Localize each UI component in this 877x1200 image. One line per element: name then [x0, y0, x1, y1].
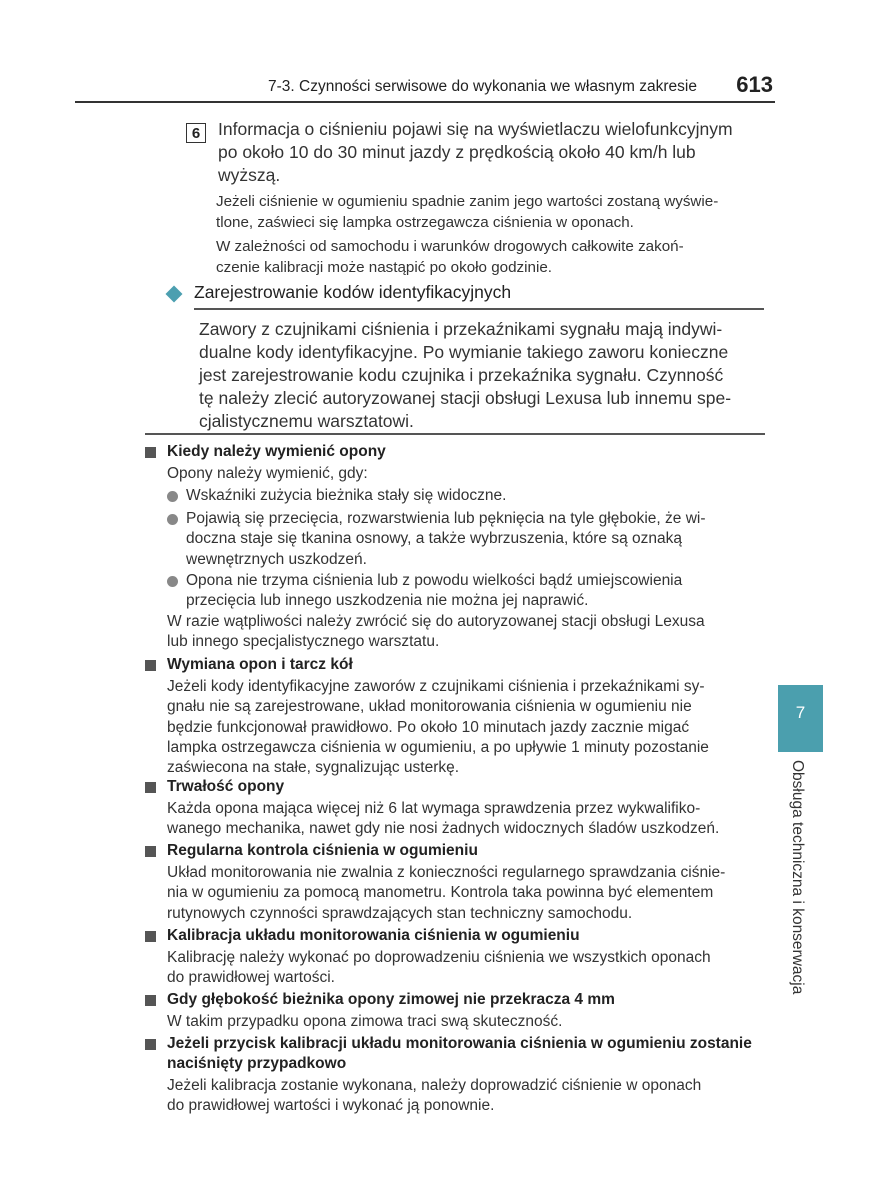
text-line: gnału nie są zarejestrowane, układ monitorowania ciśnienia w ogumieniu nie: [167, 698, 692, 716]
section-title: Zarejestrowanie kodów identyfikacyjnych: [194, 282, 512, 302]
text-line: do prawidłowej wartości i wykonać ją ponownie.: [167, 1097, 495, 1115]
step-6-line: Informacja o ciśnieniu pojawi się na wyświetlaczu wielofunkcyjnym: [218, 119, 733, 139]
text-line: W razie wątpliwości należy zwrócić się do autoryzowanej stacji obsługi Lexusa: [167, 613, 705, 630]
title-line: Jeżeli przycisk kalibracji układu monitorowania ciśnienia w ogumieniu zostanie: [167, 1035, 752, 1052]
circle-bullet-icon: [167, 576, 178, 587]
text-line: Każda opona mająca więcej niż 6 lat wymaga sprawdzenia przez wykwalifiko-: [167, 800, 701, 817]
replace-outro: [167, 612, 764, 653]
chapter-title: 7-3. Czynności serwisowe do wykonania we własnym zakresie: [267, 78, 697, 95]
bullet-line: przecięcia lub innego uszkodzenia nie można jej naprawić.: [186, 592, 589, 610]
check-text: [167, 863, 764, 924]
section-divider: [145, 433, 765, 435]
item-title: Kiedy należy wymienić opony: [167, 443, 386, 460]
text-line: do prawidłowej wartości.: [167, 969, 335, 987]
text-line: Jeżeli kody identyfikacyjne zaworów z czujnikami ciśnienia i przekaźnikami sy-: [167, 678, 705, 695]
item-title: Trwałość opony: [167, 778, 285, 795]
text-line: lub innego specjalistycznego warsztatu.: [167, 633, 440, 651]
durability-text: [167, 799, 764, 840]
note-line: tlone, zaświeci się lampka ostrzegawcza ciśnienia w oponach.: [216, 213, 634, 231]
step-6-line: wyższą.: [218, 165, 281, 185]
item-title: [167, 1034, 767, 1074]
text-line: wanego mechanika, nawet gdy nie nosi żadnych widocznych śladów uszkodzeń.: [167, 820, 720, 838]
step-6-text: [218, 118, 766, 187]
paragraph-line: jest zarejestrowanie kodu czujnika i przekaźnika sygnału. Czynność: [199, 365, 724, 385]
bullet-text: Wskaźniki zużycia bieżnika stały się widoczne.: [186, 487, 507, 504]
paragraph-line: tę należy zlecić autoryzowanej stacji obsługi Lexusa lub innemu spe-: [199, 388, 732, 408]
note-line: czenie kalibracji może nastąpić po około godzinie.: [216, 258, 553, 276]
item-title: Regularna kontrola ciśnienia w ogumieniu: [167, 842, 478, 859]
square-bullet-icon: [145, 660, 156, 671]
page-header: [75, 72, 775, 100]
text-line: zaświecona na stałe, sygnalizując usterkę.: [167, 759, 460, 777]
paragraph-line: dualne kody identyfikacyjne. Po wymianie takiego zaworu konieczne: [199, 342, 729, 362]
paragraph-line: cjalistycznemu warsztatowi.: [199, 411, 414, 431]
accidental-text: [167, 1076, 764, 1117]
item-title: Kalibracja układu monitorowania ciśnienia w ogumieniu: [167, 927, 580, 944]
text-line: Jeżeli kalibracja zostanie wykonana, należy doprowadzić ciśnienie w oponach: [167, 1077, 702, 1094]
winter-text: W takim przypadku opona zimowa traci swą skuteczność.: [167, 1013, 563, 1030]
text-line: lampka ostrzegawcza ciśnienia w ogumieniu, a po upływie 1 minuty pozostanie: [167, 738, 709, 756]
square-bullet-icon: [145, 931, 156, 942]
bullet-line: Opona nie trzyma ciśnienia lub z powodu wielkości bądź umiejscowienia: [186, 572, 683, 589]
note-line: Jeżeli ciśnienie w ogumieniu spadnie zanim jego wartości zostaną wyświe-: [216, 193, 719, 210]
bullet-line: wewnętrznych uszkodzeń.: [186, 550, 367, 568]
item-title: Gdy głębokość bieżnika opony zimowej nie przekracza 4 mm: [167, 991, 615, 1008]
item-title: Wymiana opon i tarcz kół: [167, 656, 353, 673]
step-6-note-2: [216, 237, 764, 278]
replace-intro: Opony należy wymienić, gdy:: [167, 465, 368, 482]
wheels-text: [167, 677, 764, 778]
bullet-text: [186, 509, 764, 570]
title-line: naciśnięty przypadkowo: [167, 1055, 347, 1072]
text-line: rutynowych czynności sprawdzających stan techniczny samochodu.: [167, 904, 633, 922]
diamond-icon: [166, 286, 183, 303]
text-line: Kalibrację należy wykonać po doprowadzeniu ciśnienia we wszystkich oponach: [167, 949, 711, 966]
text-line: Układ monitorowania nie zwalnia z konieczności regularnego sprawdzania ciśnie-: [167, 864, 726, 881]
section-rule: [194, 308, 764, 310]
bullet-line: doczna staje się tkanina osnowy, a także wybrzuszenia, które są oznaką: [186, 530, 682, 548]
circle-bullet-icon: [167, 491, 178, 502]
chapter-tab-number: 7: [795, 703, 806, 722]
step-6-line: po około 10 do 30 minut jazdy z prędkością około 40 km/h lub: [218, 142, 696, 162]
square-bullet-icon: [145, 782, 156, 793]
bullet-text: [186, 571, 764, 612]
section-paragraph: [199, 318, 764, 433]
square-bullet-icon: [145, 447, 156, 458]
text-line: będzie funkcjonował prawidłowo. Po około 10 minutach jazdy zacznie migać: [167, 718, 690, 736]
chapter-tab-label: Obsługa techniczna i konserwacja: [789, 760, 806, 995]
step-number-box: 6: [186, 123, 206, 143]
section-heading: [166, 282, 764, 308]
header-rule: [75, 101, 775, 103]
note-line: W zależności od samochodu i warunków drogowych całkowite zakoń-: [216, 238, 684, 255]
bullet-line: Pojawią się przecięcia, rozwarstwienia lub pęknięcia na tyle głębokie, że wi-: [186, 510, 706, 527]
text-line: nia w ogumieniu za pomocą manometru. Kontrola taka powinna być elementem: [167, 884, 714, 902]
chapter-tab: [778, 685, 823, 752]
step-6-note-1: [216, 192, 764, 233]
page-number: 613: [736, 72, 773, 97]
circle-bullet-icon: [167, 514, 178, 525]
square-bullet-icon: [145, 1039, 156, 1050]
paragraph-line: Zawory z czujnikami ciśnienia i przekaźnikami sygnału mają indywi-: [199, 319, 723, 339]
square-bullet-icon: [145, 846, 156, 857]
calibration-text: [167, 948, 764, 989]
square-bullet-icon: [145, 995, 156, 1006]
